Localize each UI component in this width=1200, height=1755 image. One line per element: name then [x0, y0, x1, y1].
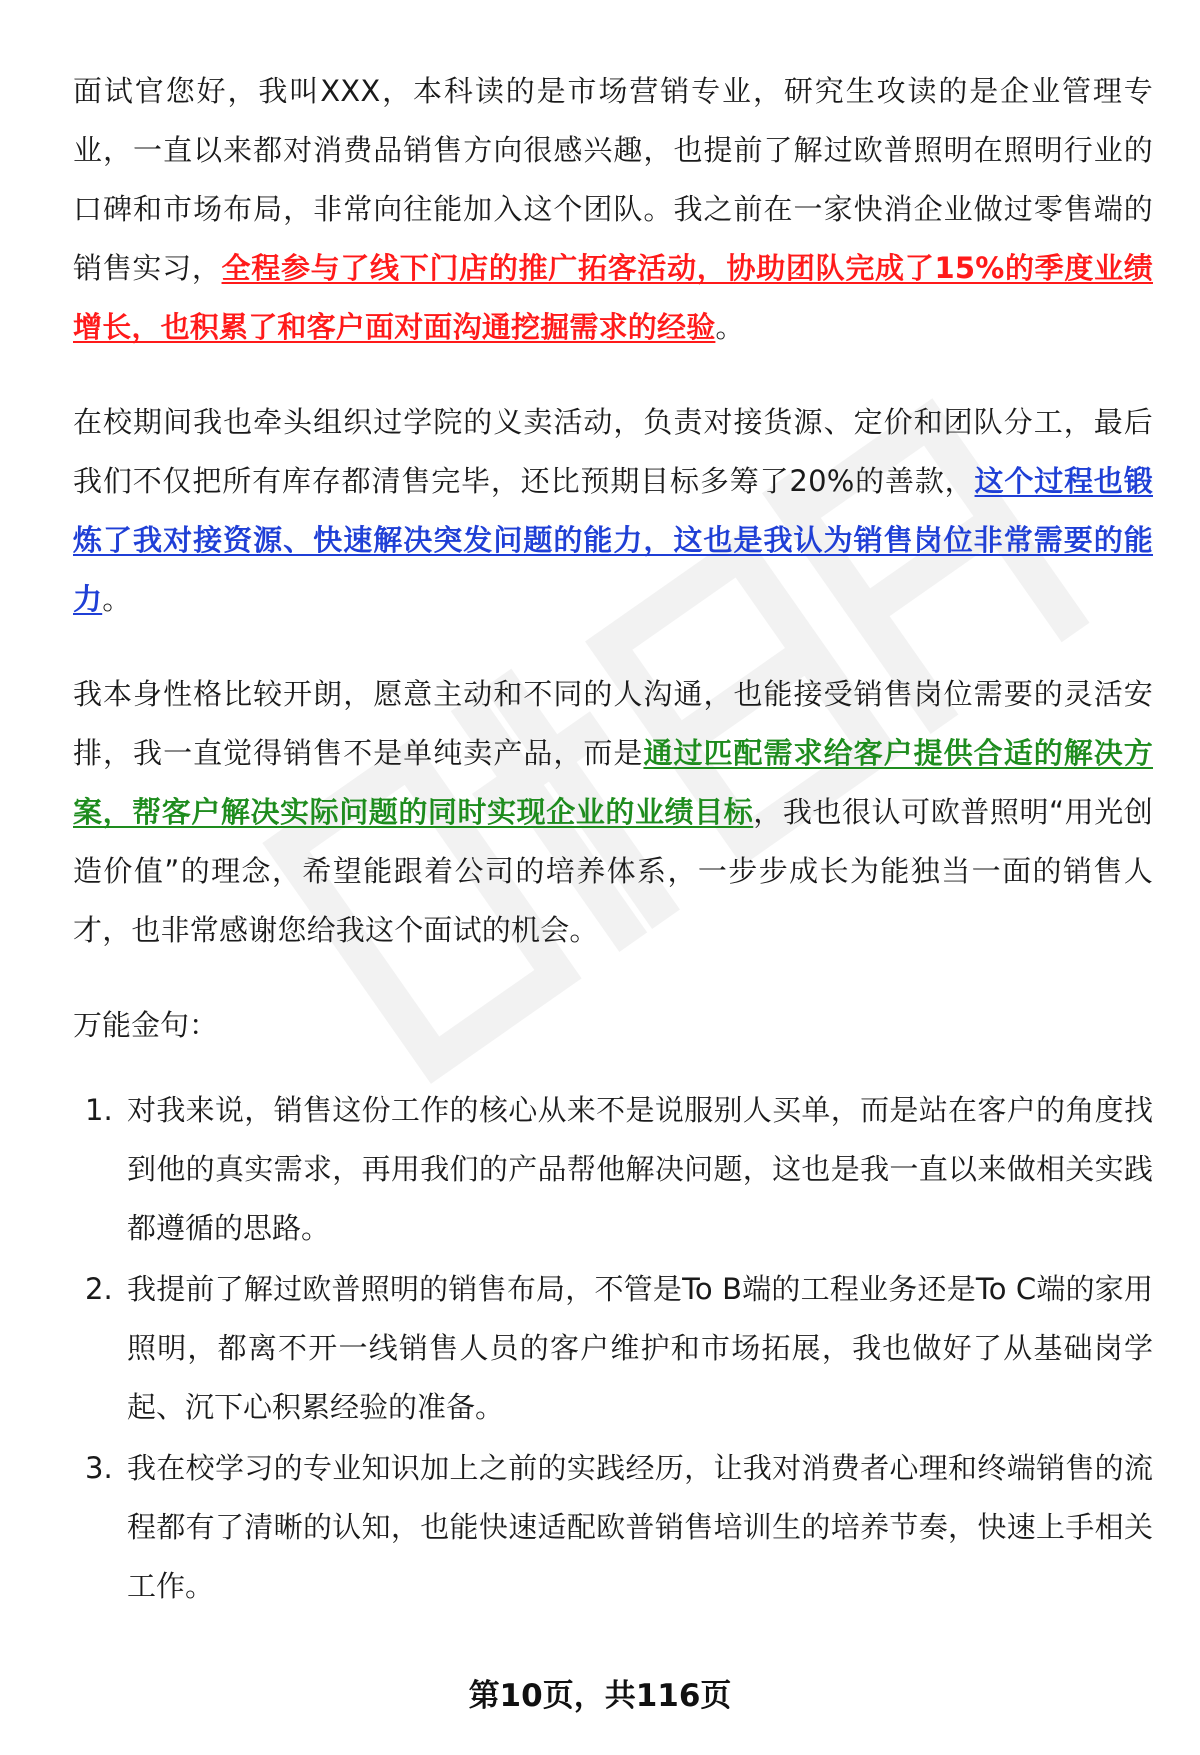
list-item: [73, 1260, 1153, 1437]
list-item-text: 我在校学习的专业知识加上之前的实践经历，让我对消费者心理和终端销售的流程都有了清晰的认知，也能快速适配欧普销售培训生的培养节奏，快速上手相关工作。: [127, 1451, 1153, 1603]
golden-sentences-list: [73, 1081, 1153, 1616]
list-item-number: 3.: [85, 1451, 113, 1485]
para1-end: 。: [715, 310, 745, 344]
para2-text: 在校期间我也牵头组织过学院的义卖活动，负责对接货源、定价和团队分工，最后我们不仅把所有库存都清售完毕，还比预期目标多筹了20%的善款，: [73, 405, 1153, 498]
intro-paragraph-3: [73, 665, 1153, 960]
intro-paragraph-2: [73, 393, 1153, 629]
list-item-number: 2.: [85, 1272, 113, 1306]
para2-highlight: 这个过程也锻炼了我对接资源、快速解决突发问题的能力，这也是我认为销售岗位非常需要的能力: [73, 464, 1153, 616]
list-item-text: 我提前了解过欧普照明的销售布局，不管是To B端的工程业务还是To C端的家用照明，都离不开一线销售人员的客户维护和市场拓展，我也做好了从基础岗学起、沉下心积累经验的准备。: [127, 1272, 1153, 1424]
intro-paragraph-1: [73, 62, 1153, 357]
para3-end: ，我也很认可欧普照明“用光创造价值”的理念，希望能跟着公司的培养体系，一步步成长为能独当一面的销售人才，也非常感谢您给我这个面试的机会。: [73, 795, 1153, 947]
page-number-footer: 第10页，共116页: [468, 1678, 732, 1714]
list-item: [73, 1439, 1153, 1616]
para1-highlight: 全程参与了线下门店的推广拓客活动，协助团队完成了15%的季度业绩增长，也积累了和客户面对面沟通挖掘需求的经验: [73, 251, 1153, 344]
list-item-number: 1.: [85, 1093, 113, 1127]
para1-text: 面试官您好，我叫XXX，本科读的是市场营销专业，研究生攻读的是企业管理专业，一直以来都对消费品销售方向很感兴趣，也提前了解过欧普照明在照明行业的口碑和市场布局，非常向往能加入这个团队。我之前在一家快消企业做过零售端的销售实习，: [73, 74, 1153, 285]
list-item-text: 对我来说，销售这份工作的核心从来不是说服别人买单，而是站在客户的角度找到他的真实需求，再用我们的产品帮他解决问题，这也是我一直以来做相关实践都遵循的思路。: [127, 1093, 1153, 1245]
main-content: [73, 62, 1153, 1618]
para3-text: 我本身性格比较开朗，愿意主动和不同的人沟通，也能接受销售岗位需要的灵活安排，我一直觉得销售不是单纯卖产品，而是: [73, 677, 1153, 770]
list-item: [73, 1081, 1153, 1258]
para2-end: 。: [102, 582, 132, 616]
golden-sentences-label: 万能金句：: [73, 1008, 219, 1042]
para3-highlight: 通过匹配需求给客户提供合适的解决方案，帮客户解决实际问题的同时实现企业的业绩目标: [73, 736, 1153, 829]
